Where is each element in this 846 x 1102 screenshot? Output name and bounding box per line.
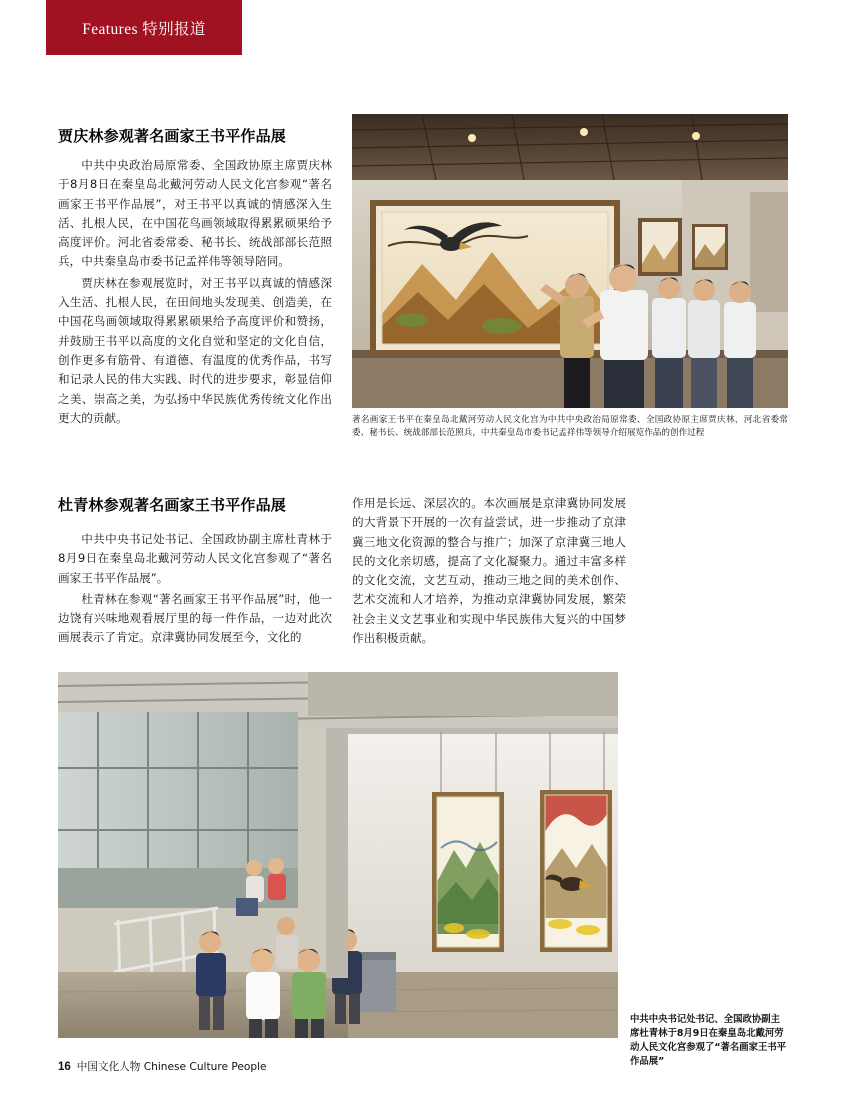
page-footer bbox=[58, 1059, 267, 1074]
article-two-photo bbox=[58, 672, 618, 1038]
article-two-photo-caption: 中共中央书记处书记、全国政协副主席杜青林于8月9日在秦皇岛北戴河劳动人民文化宫参观了“著名画家王书平作品展” bbox=[630, 1014, 787, 1067]
article-two-title: 杜青林参观著名画家王书平作品展 bbox=[58, 496, 287, 514]
article-one-photo-caption: 著名画家王书平在秦皇岛北戴河劳动人民文化宫为中共中央政治局原常委、全国政协原主席贾庆林，河北省委常委、秘书长、统战部部长范照兵，中共秦皇岛市委书记孟祥伟等领导介绍展览作品的创作过程 bbox=[352, 415, 788, 438]
section-header-label: Features 特别报道 bbox=[82, 20, 206, 38]
article-one-paragraph-1: 中共中央政治局原常委、全国政协原主席贾庆林于8月8日在秦皇岛北戴河劳动人民文化宫参观“著名画家王书平作品展”，对王书平以真诚的情感深入生活、扎根人民，在中国花鸟画领域取得累累硕果给予高度评价。河北省委常委、秘书长、统战部部长范照兵，中共秦皇岛市委书记孟祥伟等领导陪同。 bbox=[58, 158, 332, 269]
gallery-visit-photo-illustration bbox=[352, 114, 788, 408]
article-two-paragraph-3: 作用是长远、深层次的。本次画展是京津冀协同发展的大背景下开展的一次有益尝试，进一步推动了京津冀三地文化资源的整合与推广；加深了京津冀三地人民的文化亲切感，提高了文化凝聚力。通过丰富多样的文化交流，文艺互动，推动三地之间的美术创作、艺术交流和人才培养，为推动京津冀协同发展，繁荣社会主义文艺事业和实现中华民族伟大复兴的中国梦作出积极贡献。 bbox=[352, 496, 626, 646]
exhibition-hall-photo-illustration bbox=[58, 672, 618, 1038]
article-one-text-block bbox=[58, 125, 332, 430]
article-two-paragraph-1: 中共中央书记处书记、全国政协副主席杜青林于8月9日在秦皇岛北戴河劳动人民文化宫参观了“著名画家王书平作品展”。 bbox=[58, 532, 332, 585]
publication-name: 中国文化人物 Chinese Culture People bbox=[76, 1061, 267, 1073]
article-one-photo bbox=[352, 114, 788, 408]
section-header-banner bbox=[46, 0, 242, 55]
page-number: 16 bbox=[58, 1061, 71, 1073]
article-two-column-two bbox=[352, 494, 626, 650]
article-one-title: 贾庆林参观著名画家王书平作品展 bbox=[58, 127, 287, 145]
walking-figure-5 bbox=[276, 917, 298, 969]
article-two-paragraph-2: 杜青林在参观“著名画家王书平作品展”时，他一边饶有兴味地观看展厅里的每一件作品，一边对此次画展表示了肯定。京津冀协同发展至今，文化的 bbox=[58, 591, 332, 645]
article-one-paragraph-2: 贾庆林在参观展览时，对王书平以真诚的情感深入生活、扎根人民，在田间地头发现美、创造美，在中国花鸟画领域取得累累硕果给予高度评价和赞扬，并鼓励王书平以高度的文化自觉和坚定的文化自信，创作更多有筋骨、有道德、有温度的优秀作品，书写和记录人民的伟大实践、时代的进步要求，彰显信仰之美、崇高之美，为弘扬中华民族优秀传统文化作出更大的贡献。 bbox=[58, 275, 332, 425]
article-two-column-one bbox=[58, 530, 332, 650]
